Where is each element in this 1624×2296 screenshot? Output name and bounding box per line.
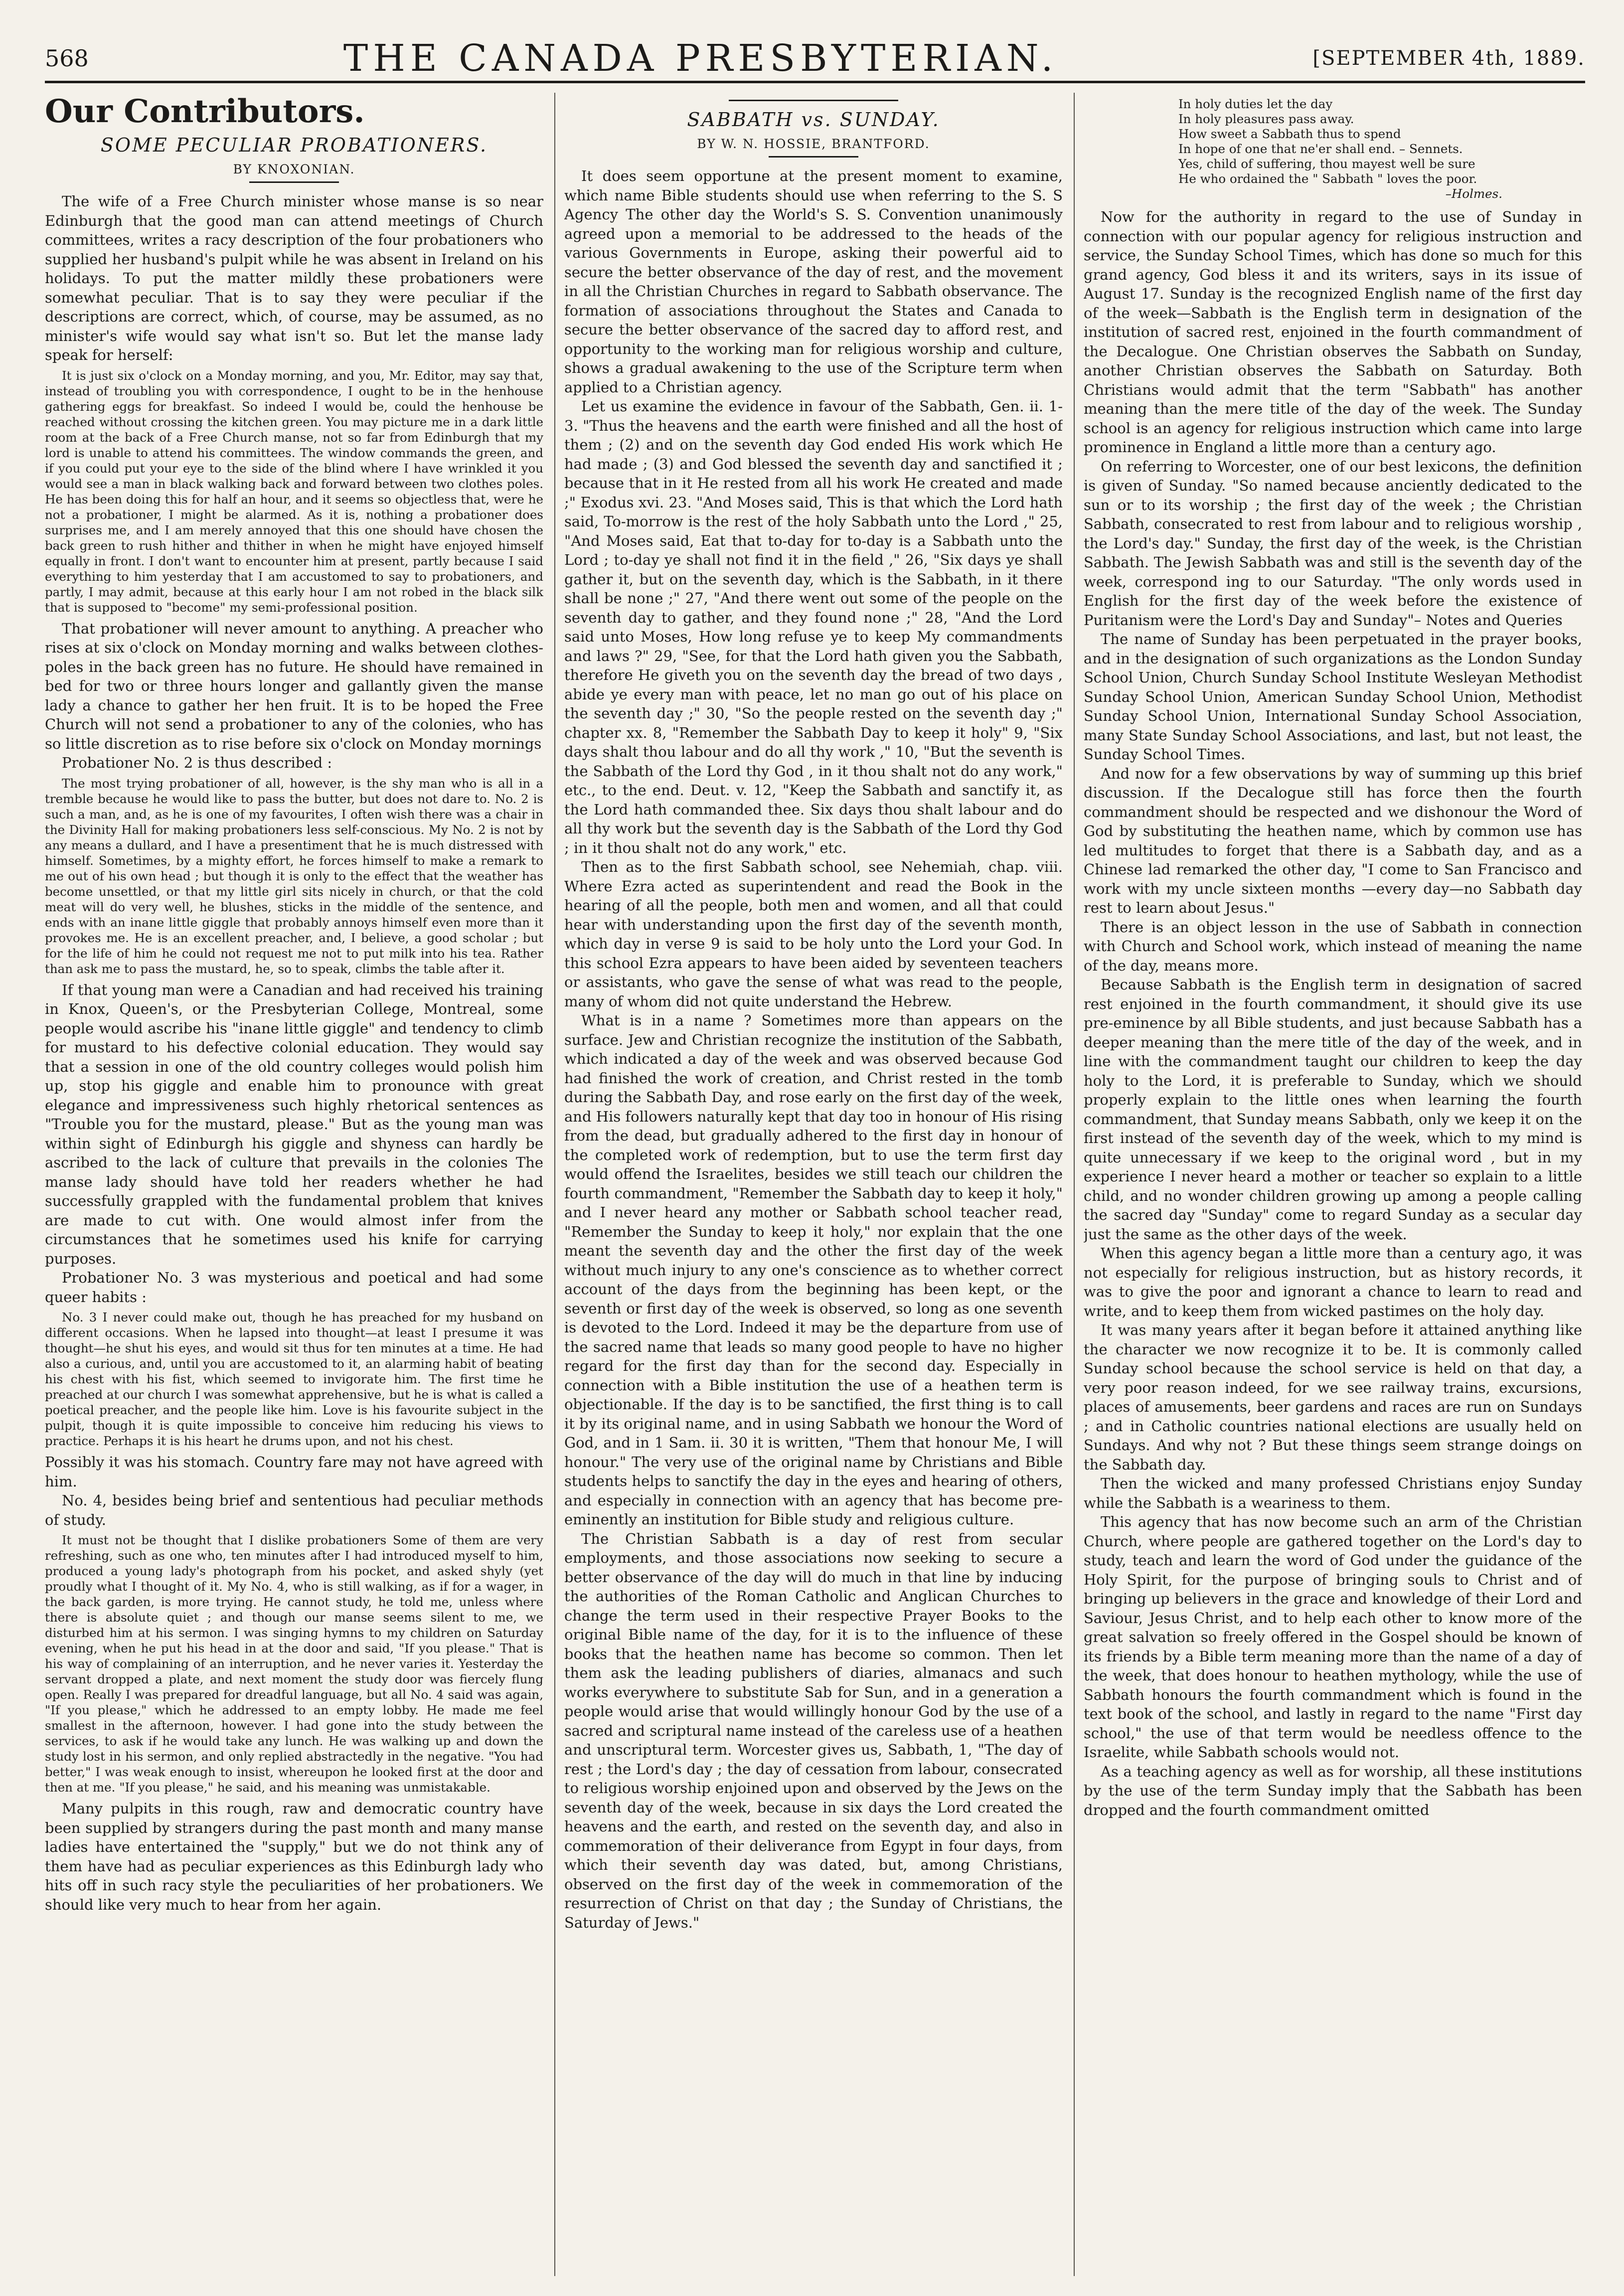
paragraph: Let us examine the evidence in favour of the Sabbath, Gen. ii. 1-3. "Thus the heavens and the earth were finished and all the host of them ; (2) and on the seventh day God ended His work which He had made ; (3) and God blessed the seventh day and sanctified it ; because that in it He rested from all his work He created and made ;" Exodus xvi. 23. "And Moses said, This is that which the Lord hath said, To-morrow is the rest of the holy Sabbath unto the Lord ," 25, "And Moses said, Eat that to-day for to-day is a Sabbath unto the Lord ; to-day ye shall not find it in the field ," 26, "Six days ye shall gather it, but on the seventh day, which is the Sabbath, in it there shall be none ;" 27, "And there went out some of the people on the seventh day to gather, and they found none ;" 28, "And the Lord said unto Moses, How long refuse ye to keep My commandments and laws ?" 29, "See, for that the Lord hath given you the Sabbath, therefore He giveth you on the seventh day the bread of two days , abide ye every man with peace, let no man go out of his place on the seventh day ;" 30, "So the people rested on the seventh day ;" chapter xx. 8, "Remember the Sabbath Day to keep it holy" 9, "Six days shalt thou labour and do all thy work ," 10, "But the seventh is the Sabbath of the Lord thy God , in it thou shalt not do any work," etc., to the end. Deut. v. 12, "Keep the Sabbath and sanctify it, as the Lord hath commanded thee. Six days thou shalt labour and do all thy work but the seventh day is the Sabbath of the Lord thy God ; in it thou shalt not do any work," etc. (564, 398, 1063, 856)
column-3 (1084, 93, 1582, 2276)
byline-rule (249, 181, 339, 183)
poem-line: Yes, child of suffering, thou mayest well be sure (1178, 157, 1475, 171)
poem-line: In holy pleasures pass away. (1178, 112, 1354, 126)
paragraph: Many pulpits in this rough, raw and democratic country have been supplied by strangers during the past month and many manse ladies have entertained the "supply," but we do not think any of them have had as peculiar experiences as this Edinburgh lady who hits off in such racy style the peculiarities of her probationers. We should like very much to hear from her again. (45, 1800, 543, 1913)
poem-line: In hope of one that ne'er shall end. – Sennets. (1178, 142, 1463, 156)
paragraph: This agency that has now become such an arm of the Christian Church, where people are gathered together on the Lord's day to study, teach and learn the word of God under the guidance of the Holy Spirit, for the purpose of bringing souls to Christ and of bringing up believers in the grace and knowledge of their Lord and Saviour, Jesus Christ, and to help each other to know more of the great salvation so freely offered in the Gospel should be known of its friends by a Bible term meaning more than the name of a day of the week, that does honour to heathen mythology, while the use of Sabbath honours the fourth commandment which is found in the text book of the school, and lastly in regard to the name "First day school," the use of that term would be needless offence to the Israelite, while Sabbath schools would not. (1084, 1513, 1582, 1761)
article-byline: BY KNOXONIAN. (233, 162, 355, 176)
paragraph: Because Sabbath is the English term in designation of sacred rest enjoined in the fourth commandment, it should give its use pre-eminence by all Bible students, and just because Sabbath has a deeper meaning than the mere title of the day of the week, and in line with the commandment taught our children to keep the day holy to the Lord, it is preferable to Sunday, which we should properly explain to the little ones when learning the fourth commandment, that Sunday means Sabbath, only we keep it on the first instead of the seventh day of the week, which to my mind is quite unnecessary if we keep to the original word , but in my experience I never heard a mother or teacher so explain to a little child, and no wonder children growing up among a people calling the sacred day "Sunday" come to regard Sunday as a secular day just the same as the other days of the week. (1084, 976, 1582, 1243)
paragraph: And now for a few observations by way of summing up this brief discussion. If the Decalogue still has force then the fourth commandment should be respected and we dishonour the Word of God by substituting the heathen name, which by common use has led multitudes to forget that there is a Sabbath day, and as a Chinese lad remarked the other day, "I come to San Francisco and work with my uncle sixteen months —every day—no Sabbath day rest to learn about Jesus." (1084, 765, 1582, 916)
paragraph: Then the wicked and many professed Christians enjoy Sunday while the Sabbath is a weariness to them. (1084, 1475, 1582, 1511)
paragraph: That probationer will never amount to anything. A preacher who rises at six o'clock on Monday morning and walks between clothes-poles in the back green has no future. He should have remained in bed for two or three hours longer and gallantly given the manse lady a chance to gather her hen fruit. It is to be hoped the Free Church will not send a probationer to any of the colonies, who has so little discretion as to rise before six o'clock on Monday mornings (45, 620, 543, 752)
paragraph: No. 4, besides being brief and sententious had peculiar methods of study. (45, 1492, 543, 1528)
paragraph: The wife of a Free Church minister whose manse is so near Edinburgh that the good man can attend meetings of Church committees, writes a racy description of the four probationers who supplied her husband's pulpit while he was absent in Ireland on his holidays. To put the matter mildly these probationers were somewhat peculiar. That is to say they were peculiar if the descriptions are correct, which, of course, may be assumed, as no minister's wife would say what isn't so. But let the manse lady speak for herself: (45, 193, 543, 363)
paragraph: What is in a name ? Sometimes more than appears on the surface. Jew and Christian recognize the institution of the Sabbath, which indicated a day of the week and was observed because God had finished the work of creation, and Christ rested in the tomb during the Sabbath Day, and rose early on the first day of the week, and His followers naturally kept that day too in honour of His rising from the dead, but gradually adhered to the first day in honour of the completed work of redemption, but to use the term first day would offend the Israelites, besides we still teach our children the fourth commandment, "Remember the Sabbath day to keep it holy," and I never heard any mother or Sabbath school teacher read, "Remember the Sunday to keep it holy," nor explain that the one meant the seventh day and the other the first day of the week without much injury to any one's conscience as to whether correct account of the days from the beginning has been kept, or the seventh or first day of the week is observed, so long as one seventh is devoted to the Lord. Indeed it may be the departure from use of the sacred name that leads so many good people to have no higher regard for the first day than for the second day. Especially in connection with a Bible institution the use of a heathen term is objectionable. If the day is to be sanctified, the first thing is to call it by its original name, and in using Sabbath we honour the Word of God, and in 1 Sam. ii. 30 it is written, "Them that honour Me, I will honour." The very use of the original name by Christians and Bible students helps to sanctify the day in the eyes and hearing of others, and especially in connection with an agency that has become pre-eminently an institution for Bible study and religious culture. (564, 1012, 1063, 1528)
quoted-paragraph: It is just six o'clock on a Monday morning, and you, Mr. Editor, may say that, instead of troubling you with correspondence, I ought to be in the henhouse gathering eggs for breakfast. So indeed I would be, could the henhouse be reached without crossing the kitchen green. You may picture me in a dark little room at the back of a Free Church manse, not so far from Edinburgh that my lord is unable to attend his committees. The window commands the green, and if you could put your eye to the side of the blind where I have wrinkled it you would see a man in black walking back and forward between two clothes poles. He has been doing this for half an hour, and it seems so objectless that, were he not a probationer, I might be alarmed. As it is, nothing a probationer does surprises me, and I am merely annoyed that this one should have chosen the back green to rush hither and thither in when he might have enjoyed himself equally in front. I don't want to encounter him at present, partly because I said everything to him yesterday that I am accustomed to say to probationers, and partly, I may admit, because at this early hour I am not robed in the black silk that is supposed to "become" my semi-professional position. (45, 368, 543, 615)
quoted-paragraph: No. 3 I never could make out, though he has preached for my husband on different occasions. When he lapsed into thought—at least I presume it was thought—he shut his eyes, and would sit thus for ten minutes at a time. He had also a curious, and, until you are accustomed to it, an alarming habit of beating his chest with his fist, which seemed to invigorate him. The first time he preached at our church I was somewhat apprehensive, but he is what is called a poetical preacher, and the people like him. Love is his favourite subject in the pulpit, though it is quite impossible to conceive him reducing his views to practice. Perhaps it is his heart he drums upon, and not his chest. (45, 1310, 543, 1448)
poem-line: How sweet a Sabbath thus to spend (1178, 127, 1401, 141)
page-number: 568 (45, 45, 89, 72)
column-2 (564, 93, 1063, 2276)
page-header (45, 36, 1585, 83)
article-title: SABBATH vs. SUNDAY. (687, 109, 940, 131)
section-title: Our Contributors. (45, 93, 365, 130)
paragraph: On referring to Worcester, one of our best lexicons, the definition is given of Sunday. "So named because anciently dedicated to the sun or to its worship ; the first day of the week ; the Christian Sabbath, consecrated to rest from labour and to religious worship , the Lord's day." Sunday, the first day of the week, is the Christian Sabbath. The Jewish Sabbath was and still is the seventh day of the week, correspond ing to our Saturday. "The only words used in English for the first day of the week before the existence of Puritanism were the Lord's Day and Sunday"– Notes and Queries (1084, 458, 1582, 629)
article-byline: BY W. N. HOSSIE, BRANTFORD. (697, 137, 930, 151)
paragraph: As a teaching agency as well as for worship, all these institutions by the use of the term Sunday imply that the Sabbath has been dropped and the fourth commandment omitted (1084, 1763, 1582, 1818)
paragraph: Then as to the first Sabbath school, see Nehemiah, chap. viii. Where Ezra acted as superintendent and read the Book in the hearing of all the people, both men and women, and all that could hear with understanding upon the first day of the seventh month, which day in verse 9 is said to be holy unto the Lord your God. In this school Ezra appears to have been aided by seventeen teachers or assistants, who gave the sense of what was read to the people, many of whom did not quite understand the Hebrew. (564, 858, 1063, 1010)
quoted-paragraph: It must not be thought that I dislike probationers Some of them are very refreshing, such as one who, ten minutes after I had introduced myself to him, produced a young lady's photograph from his pocket, and asked shyly (yet proudly what I thought of it. My No. 4, who is still walking, as if for a wager, in the back garden, is more trying. He cannot study, he told me, unless where there is absolute quiet ; and though our manse seems silent to me, we disturbed him at his sermon. I was singing hymns to my children on Saturday evening, when he put his head in at the door and said, "If you please." That is his way of complaining of an interruption, and he never varies it. Yesterday the servant dropped a plate, and next moment the study door was fiercely flung open. Really I was prepared for dreadful language, but all No. 4 said was again, "If you please," which he addressed to an empty lobby. He made me feel smallest in the afternoon, however. I had gone into the study between the services, to ask if he would take any lunch. He was walking up and down the study lost in his sermon, and only replied abstractedly in the negative. "You had better," I was weak enough to insist, whereupon he looked first at the door and then at me. "If you please," he said, and his meaning was unmistakable. (45, 1533, 543, 1795)
column-rule (554, 93, 555, 2276)
column-rule (1074, 93, 1075, 2276)
issue-date: [SEPTEMBER 4th, 1889. (1312, 47, 1585, 70)
paragraph: If that young man were a Canadian and had received his training in Knox, Queen's, or the Presbyterian College, Montreal, some people would ascribe his "inane little giggle" and tendency to climb for mustard to his defective colonial education. They would say that a session in one of the old country colleges would polish him up, stop his giggle and enable him to pronounce with great elegance and impressiveness such highly rhetorical sentences as "Trouble you for the mustard, please." But as the young man was within sight of Edinburgh his giggle and shyness can hardly be ascribed to the lack of culture that prevails in the colonies The manse lady should have told her readers whether he had successfully grappled with the fundamental problem that knives are made to cut with. One would almost infer from the circumstances that he sometimes used his knife for carrying purposes. (45, 981, 543, 1267)
poem-line: In holy duties let the day (1178, 97, 1333, 111)
paragraph: When this agency began a little more than a century ago, it was not especially for religious instruction, but as history records, it was to give the poor and ignorant a chance to learn to read and write, and to keep them from wicked pastimes on the holy day. (1084, 1245, 1582, 1319)
article-title: SOME PECULIAR PROBATIONERS. (100, 134, 488, 156)
masthead: THE CANADA PRESBYTERIAN. (343, 37, 1058, 80)
paragraph: It was many years after it began before it attained anything like the character we now recognize it to be. It is commonly called Sunday school because the school service is held on that day, a very poor reason indeed, for we see railway trains, excursions, places of amusements, beer gardens and races are run on Sundays ; and in Catholic countries national elections are usually held on Sundays. And why not ? But these things seem strange doings on the Sabbath day. (1084, 1321, 1582, 1473)
paragraph: The Christian Sabbath is a day of rest from secular employments, and those associations now seeking to secure a better observance of the day will do much in that line by inducing the authorities of the Roman Catholic and Anglican Churches to change the term used in their respective Prayer Books to the original Bible name of the day, for it is to the influence of these books that the heathen name has become so common. Then let them ask the leading publishers of diaries, almanacs and such works everywhere to substitute Sab for Sun, and in a generation a people would arise that would willingly honour God by the use of a sacred and scriptural name instead of the careless use of a heathen and unscriptural term. Worcester gives us, Sabbath, 1, "The day of rest ; the Lord's day ; the day of cessation from labour, consecrated to religious worship enjoined upon and observed by the Jews on the seventh day of the week, because in six days the Lord created the heavens and the earth, and rested on the seventh day, and also in commemoration of their deliverance from Egypt in four days, from which their seventh day was dated, but, among Christians, observed on the first day of the week in commemoration of the resurrection of Christ on that day ; the Sunday of Christians, the Saturday of Jews." (564, 1530, 1063, 1931)
poem-attribution: –Holmes. (1445, 186, 1502, 201)
paragraph: Now for the authority in regard to the use of Sunday in connection with our popular agency for religious instruction and service, the Sunday School Times, which has done so much for this grand agency, God bless it and its writers, says in its issue of August 17. Sunday is the recognized English name of the first day of the week—Sabbath is the English term in designation of the institution of sacred rest, enjoined in the fourth commandment of the Decalogue. One Christian observes the Sabbath on Sunday, another Christian observes the Sabbath on Saturday. Both Christians would admit that the term "Sabbath" has another meaning than the mere title of the day of the week. The Sunday school is an agency for religious instruction which came into large prominence in England a little more than a century ago. (1084, 208, 1582, 456)
column-1 (45, 93, 543, 2276)
byline-rule (769, 156, 858, 158)
quoted-paragraph: The most trying probationer of all, however, is the shy man who is all in a tremble because he would like to pass the butter, but does not dare to. No. 2 is such a man, and, as he is one of my favourites, I often wish there was a chair in the Divinity Hall for making probationers less self-conscious. My No. 2 is not by any means a dullard, and I have a presentiment that he is much distressed with himself. Sometimes, by a mighty effort, he forces himself to make a remark to me out of his own head ; but though it is only to the effect that the weather has become unsettled, or that my little girl sits nicely in church, or that the cold meat will do very well, he blushes, sticks in the middle of the sentence, and ends with an inane little giggle that probably annoys himself even more than it provokes me. He is an excellent preacher, and, I believe, a good scholar ; but for the life of him he could not request me not to put milk into his tea. Rather than ask me to pass the mustard, he, so to speak, climbs the table after it. (45, 776, 543, 976)
paragraph: Probationer No. 3 was mysterious and poetical and had some queer habits : (45, 1269, 543, 1306)
paragraph: The name of Sunday has been perpetuated in the prayer books, and in the designation of such organizations as the London Sunday School Union, Church Sunday School Institute Wesleyan Methodist Sunday School Union, American Sunday School Union, Methodist Sunday School Union, International Sunday School Association, many State Sunday School Associations, and last, but not least, the Sunday School Times. (1084, 631, 1582, 763)
poem (1178, 97, 1582, 201)
paragraph: There is an object lesson in the use of Sabbath in connection with Church and School work, which instead of meaning the name of the day, means more. (1084, 918, 1582, 974)
paragraph: Possibly it was his stomach. Country fare may not have agreed with him. (45, 1454, 543, 1490)
paragraph: It does seem opportune at the present moment to examine, which name Bible students should use when referring to the S. S Agency The other day the World's S. S. Convention unanimously agreed upon a memorial to be addressed to the heads of the various Governments in Europe, asking their powerful aid to secure the better observance of the day of rest, and the movement in all the Christian Churches in regard to Sabbath observance. The formation of associations throughout the States and Canada to secure the better observance of the sacred day to afford rest, and opportunity to the working man for religious worship and culture, shows a gradual awakening to the use of the Scripture term when applied to a Christian agency. (564, 167, 1063, 396)
poem-line: He who ordained the " Sabbath " loves the poor. (1178, 171, 1477, 186)
paragraph: Probationer No. 2 is thus described : (62, 754, 332, 771)
article-divider (729, 100, 898, 101)
